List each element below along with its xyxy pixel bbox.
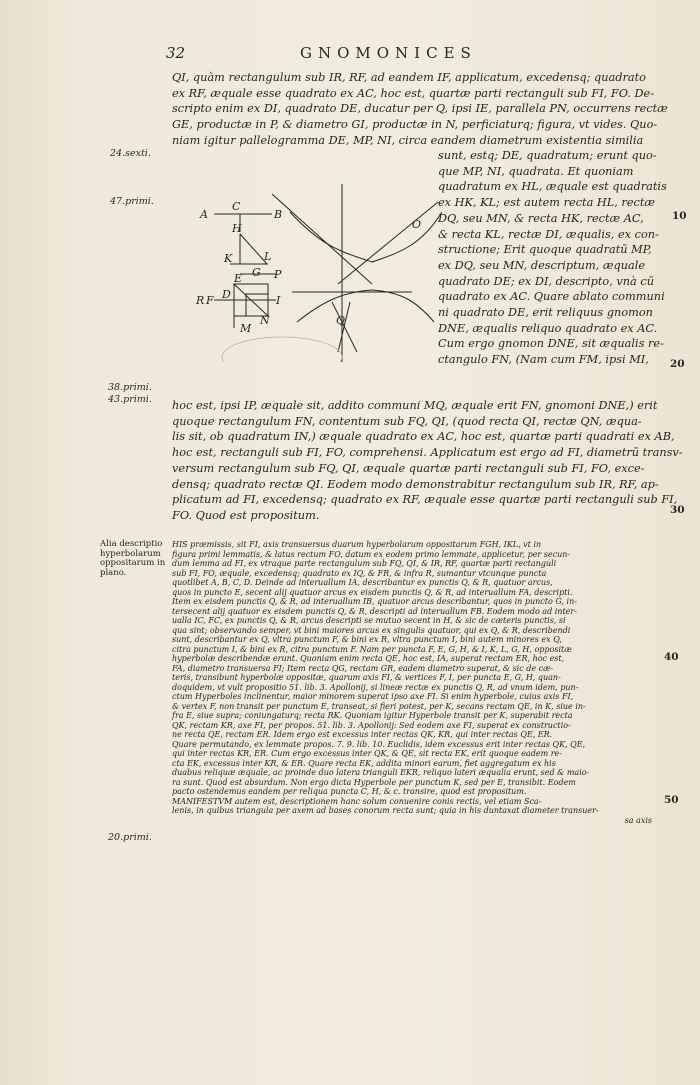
- label-e: E: [234, 272, 243, 285]
- text-line: quadrato DE; ex DI, descripto, vnà cū: [438, 274, 654, 288]
- paragraph-4: [172, 540, 652, 825]
- margin-note-line: oppositarum in: [100, 558, 166, 568]
- text-line: Item ex eisdem punctis Q, & R, ad interuallum IB, quatuor arcus describantur, quos in puncto G, in-: [172, 597, 577, 606]
- text-line: dum lemma ad FI, ex vtraque parte rectangulum sub FQ, QI, & IR, RF, quartæ parti rectanguli: [172, 559, 557, 568]
- geometric-figure: [172, 152, 442, 362]
- figure-line-bo2: [338, 302, 350, 352]
- text-line: & recta KL, rectæ DI, æqualis, ex con-: [438, 227, 659, 241]
- margin-note-line: plano.: [100, 567, 127, 578]
- text-line: quos in puncto E, secent alij quatuor arcus ex eisdem punctis Q, & R, ad interuallum FA, descripti.: [172, 587, 573, 597]
- text-line: sunt, estq; DE, quadratum; erunt quo-: [438, 149, 657, 162]
- label-b: B: [274, 208, 283, 221]
- text-line: ne recta QE, rectam ER. Idem ergo est excessus inter rectas QK, KR, qui inter rectas QE, ER.: [172, 730, 553, 739]
- text-line: GE, productæ in P, & diametro GI, productæ in N, perficiaturq; figura, vt vides. Quo-: [172, 118, 658, 132]
- text-line: sa axis: [624, 815, 652, 825]
- text-line: que MP, NI, quadrata. Et quoniam: [438, 164, 634, 178]
- text-line: tersecent alij quatuor ex eisdem punctis Q, & R, descripti ad interuallum FB. Eodem modo ad inter-: [172, 606, 577, 616]
- margin-note-line: Alia descriptio: [100, 539, 163, 549]
- margin-ref: 43.primi.: [108, 394, 152, 405]
- figure-faint-ellipse: [222, 337, 342, 362]
- text-line: duabus reliquæ æquale, ac proinde duo latera trianguli EKR, reliquo lateri æqualia erunt, sed & maio-: [172, 768, 590, 777]
- running-head: GNOMONICES: [300, 44, 477, 62]
- label-q: Q: [336, 314, 346, 327]
- margin-ref: 38.primi.: [108, 382, 152, 393]
- text-line: FA, diametro transuersa FI; Item recta QG, rectam GR, eadem diametro superat, & sic de cæ-: [172, 663, 554, 673]
- text-line: citra punctum I, & bini ex R, citra punctum F. Nam per puncta F, E, G, H, & I, K, L, G, H, oppositæ: [172, 644, 572, 654]
- text-line: niam igitur pallelogramma DE, MP, NI, circa eandem diametrum existentia similia: [172, 133, 644, 147]
- text-line: fra E, siue supra; coniungaturq; recta RK. Quoniam igitur Hyperbole transit per K, superabit recta: [172, 711, 573, 720]
- text-line: quadrato ex AC. Quare ablato communi: [438, 290, 665, 304]
- text-line: QK, rectam KR, axe FI, per propos. 51. lib. 3. Apollonij: Sed eodem axe FI, superat ex constructio-: [172, 720, 571, 730]
- text-line: ni quadrato DE, erit reliquus gnomon: [438, 306, 653, 320]
- text-line: MANIFESTVM autem est, descriptionem hanc solum conuenire conis rectis, vel etiam Sca-: [172, 796, 542, 806]
- text-line: scripto enim ex DI, quadrato DE, ducatur per Q, ipsi IE, parallela PN, occurrens rectæ: [172, 102, 668, 116]
- line-number: 30: [670, 504, 685, 516]
- text-line: ra sunt. Quod est absurdum. Non ergo dicta Hyperbole per punctum K, sed per E, transibit. Eodem: [172, 777, 576, 787]
- text-line: ex HK, KL; est autem recta HL, rectæ: [438, 196, 655, 210]
- text-line: plicatum ad FI, excedensq; quadrato ex RF, æquale esse quartæ parti rectanguli sub FI,: [172, 493, 678, 507]
- margin-ref: 24.sexti.: [110, 148, 151, 159]
- margin-note-line: hyperbolarum: [100, 548, 161, 559]
- line-number: 40: [664, 651, 679, 663]
- text-line: structione; Erit quoque quadratū MP,: [438, 243, 652, 257]
- text-line: teris, transibunt hyperbolæ oppositæ, quarum axis FI, & vertices F, I, per puncta E, G, H, quan-: [172, 673, 561, 682]
- margin-note: [100, 540, 165, 578]
- text-line: densq; quadrato rectæ QI. Eodem modo demonstrabitur rectangulum sub IR, RF, ap-: [172, 477, 659, 491]
- text-line: & vertex F, non transit per punctum E, transeat, si fieri potest, per K, secans rectam QE, in K, siue in-: [172, 701, 586, 711]
- label-h: H: [232, 222, 242, 235]
- label-m: M: [240, 322, 252, 335]
- text-line: doquidem, vt vult propositio 51. lib. 3. Apollonij, si lineæ rectæ ex punctis Q, R, ad vnum idem, pun-: [172, 682, 579, 692]
- line-number: 20: [670, 358, 685, 370]
- label-i: I: [276, 294, 281, 307]
- text-line: versum rectangulum sub FQ, QI, æquale quartæ parti rectanguli sub FI, FO, exce-: [172, 461, 645, 475]
- text-line: cta EK, excessus inter KR, & ER. Quare recta EK, addita minori earum, fiet aggregatum ex his: [172, 758, 556, 768]
- text-line: ctangulo FN, (Nam cum FM, ipsi MI,: [438, 353, 649, 367]
- line-number: 10: [672, 210, 687, 222]
- text-line: qui inter rectas KR, ER. Cum ergo excessus inter QK, & QE, sit recta EK, erit quoque eadem re-: [172, 749, 562, 758]
- text-line: hoc est, rectanguli sub FI, FO, comprehensi. Applicatum est ergo ad FI, diametrū transv-: [172, 446, 683, 460]
- text-line: hyperbolæ describendæ erunt. Quoniam enim recta QE, hoc est, IA, superat rectam ER, hoc est,: [172, 654, 565, 663]
- text-line: FO. Quod est propositum.: [172, 508, 320, 522]
- margin-ref: 20.primi.: [108, 832, 152, 843]
- text-line: ex DQ, seu MN, descriptum, æquale: [438, 258, 646, 272]
- text-line: QI, quàm rectangulum sub IR, RF, ad eandem IF, applicatum, excedensq; quadrato: [172, 71, 646, 84]
- page-number: 32: [166, 44, 186, 62]
- text-line: lis sit, ob quadratum IN,) æquale quadrato ex AC, hoc est, quartæ parti quadrati ex AB,: [172, 430, 675, 444]
- text-line: DNE, æqualis reliquo quadrato ex AC.: [438, 321, 658, 335]
- text-line: figura primi lemmatis, & latus rectum FO, datum ex eodem primo lemmate, applicetur, per secun-: [172, 549, 571, 559]
- label-g: G: [252, 266, 261, 279]
- text-line: ualla IC, FC, ex punctis Q, & R, arcus descripti se mutuo secent in H, & sic de cæteris punctis, si: [172, 616, 566, 625]
- paragraph-3: [172, 398, 683, 524]
- label-k: K: [224, 252, 233, 265]
- text-line: quoque rectangulum FN, contentum sub FQ, QI, (quod recta QI, rectæ QN, æqua-: [172, 414, 642, 428]
- text-line: pacto ostendemus eandem per reliqua puncta C, H, & c. transire, quod est propositum.: [172, 787, 527, 796]
- figure-line-hk: [240, 234, 267, 264]
- label-o: O: [412, 218, 422, 231]
- label-f: F: [206, 294, 214, 307]
- label-p: P: [274, 268, 282, 281]
- label-a: A: [200, 208, 208, 221]
- paragraph-1: [172, 70, 668, 149]
- text-line: Cum ergo gnomon DNE, sit æqualis re-: [438, 337, 664, 351]
- text-line: sunt, describantur ex Q, vltra punctum F, & bini ex R, vltra punctum I, bini autem minores ex Q,: [172, 635, 562, 644]
- text-line: HIS præmissis, sit FI, axis transuersus duarum hyperbolarum oppositarum FGH, IKL, vt in: [172, 540, 542, 549]
- figure-line-left: [272, 194, 372, 284]
- label-r: R: [196, 294, 205, 307]
- text-line: ctum Hyperboles inclinentur, maior minorem superat ipso axe FI. Si enim hyperbole, cuius axis FI,: [172, 692, 574, 701]
- label-n: N: [260, 314, 270, 327]
- text-line: qua sint; observando semper, vt bini maiores arcus ex singulis quatuor, qui ex Q, & R, describendi: [172, 625, 571, 635]
- label-l: L: [264, 250, 272, 263]
- text-line: sub FI, FO, æquale, excedensq; quadrato ex IQ, & FR, & infra R, sumantur vtcunque puncta: [172, 568, 547, 578]
- hyperbola-lower: [297, 290, 434, 322]
- label-d: D: [222, 288, 231, 301]
- text-line: hoc est, ipsi IP, æquale sit, addito communi MQ, æquale erit FN, gnomoni DNE,) erit: [172, 399, 658, 412]
- text-line: DQ, seu MN, & recta HK, rectæ AC,: [438, 211, 644, 225]
- paragraph-2: [438, 148, 667, 368]
- figure-line-right: [338, 202, 438, 284]
- text-line: quadratum ex HL, æquale est quadratis: [438, 180, 667, 194]
- margin-ref: 47.primi.: [110, 196, 154, 207]
- text-line: lenis, in quibus triangula per axem ad bases conorum recta sunt; quia in his duntaxat diameter transuer-: [172, 806, 599, 815]
- text-line: quotlibet A, B, C, D. Deinde ad interuallum IA, describantur ex punctis Q, & R, quatuor arcus,: [172, 578, 553, 587]
- text-line: Quare permutando, ex lemmate propos. 7. 9. lib. 10. Euclidis, idem excessus erit inter rectas QK, QE,: [172, 739, 586, 749]
- label-c: C: [232, 200, 241, 213]
- text-line: ex RF, æquale esse quadrato ex AC, hoc est, quartæ parti rectanguli sub FI, FO. De-: [172, 86, 655, 100]
- line-number: 50: [664, 794, 679, 806]
